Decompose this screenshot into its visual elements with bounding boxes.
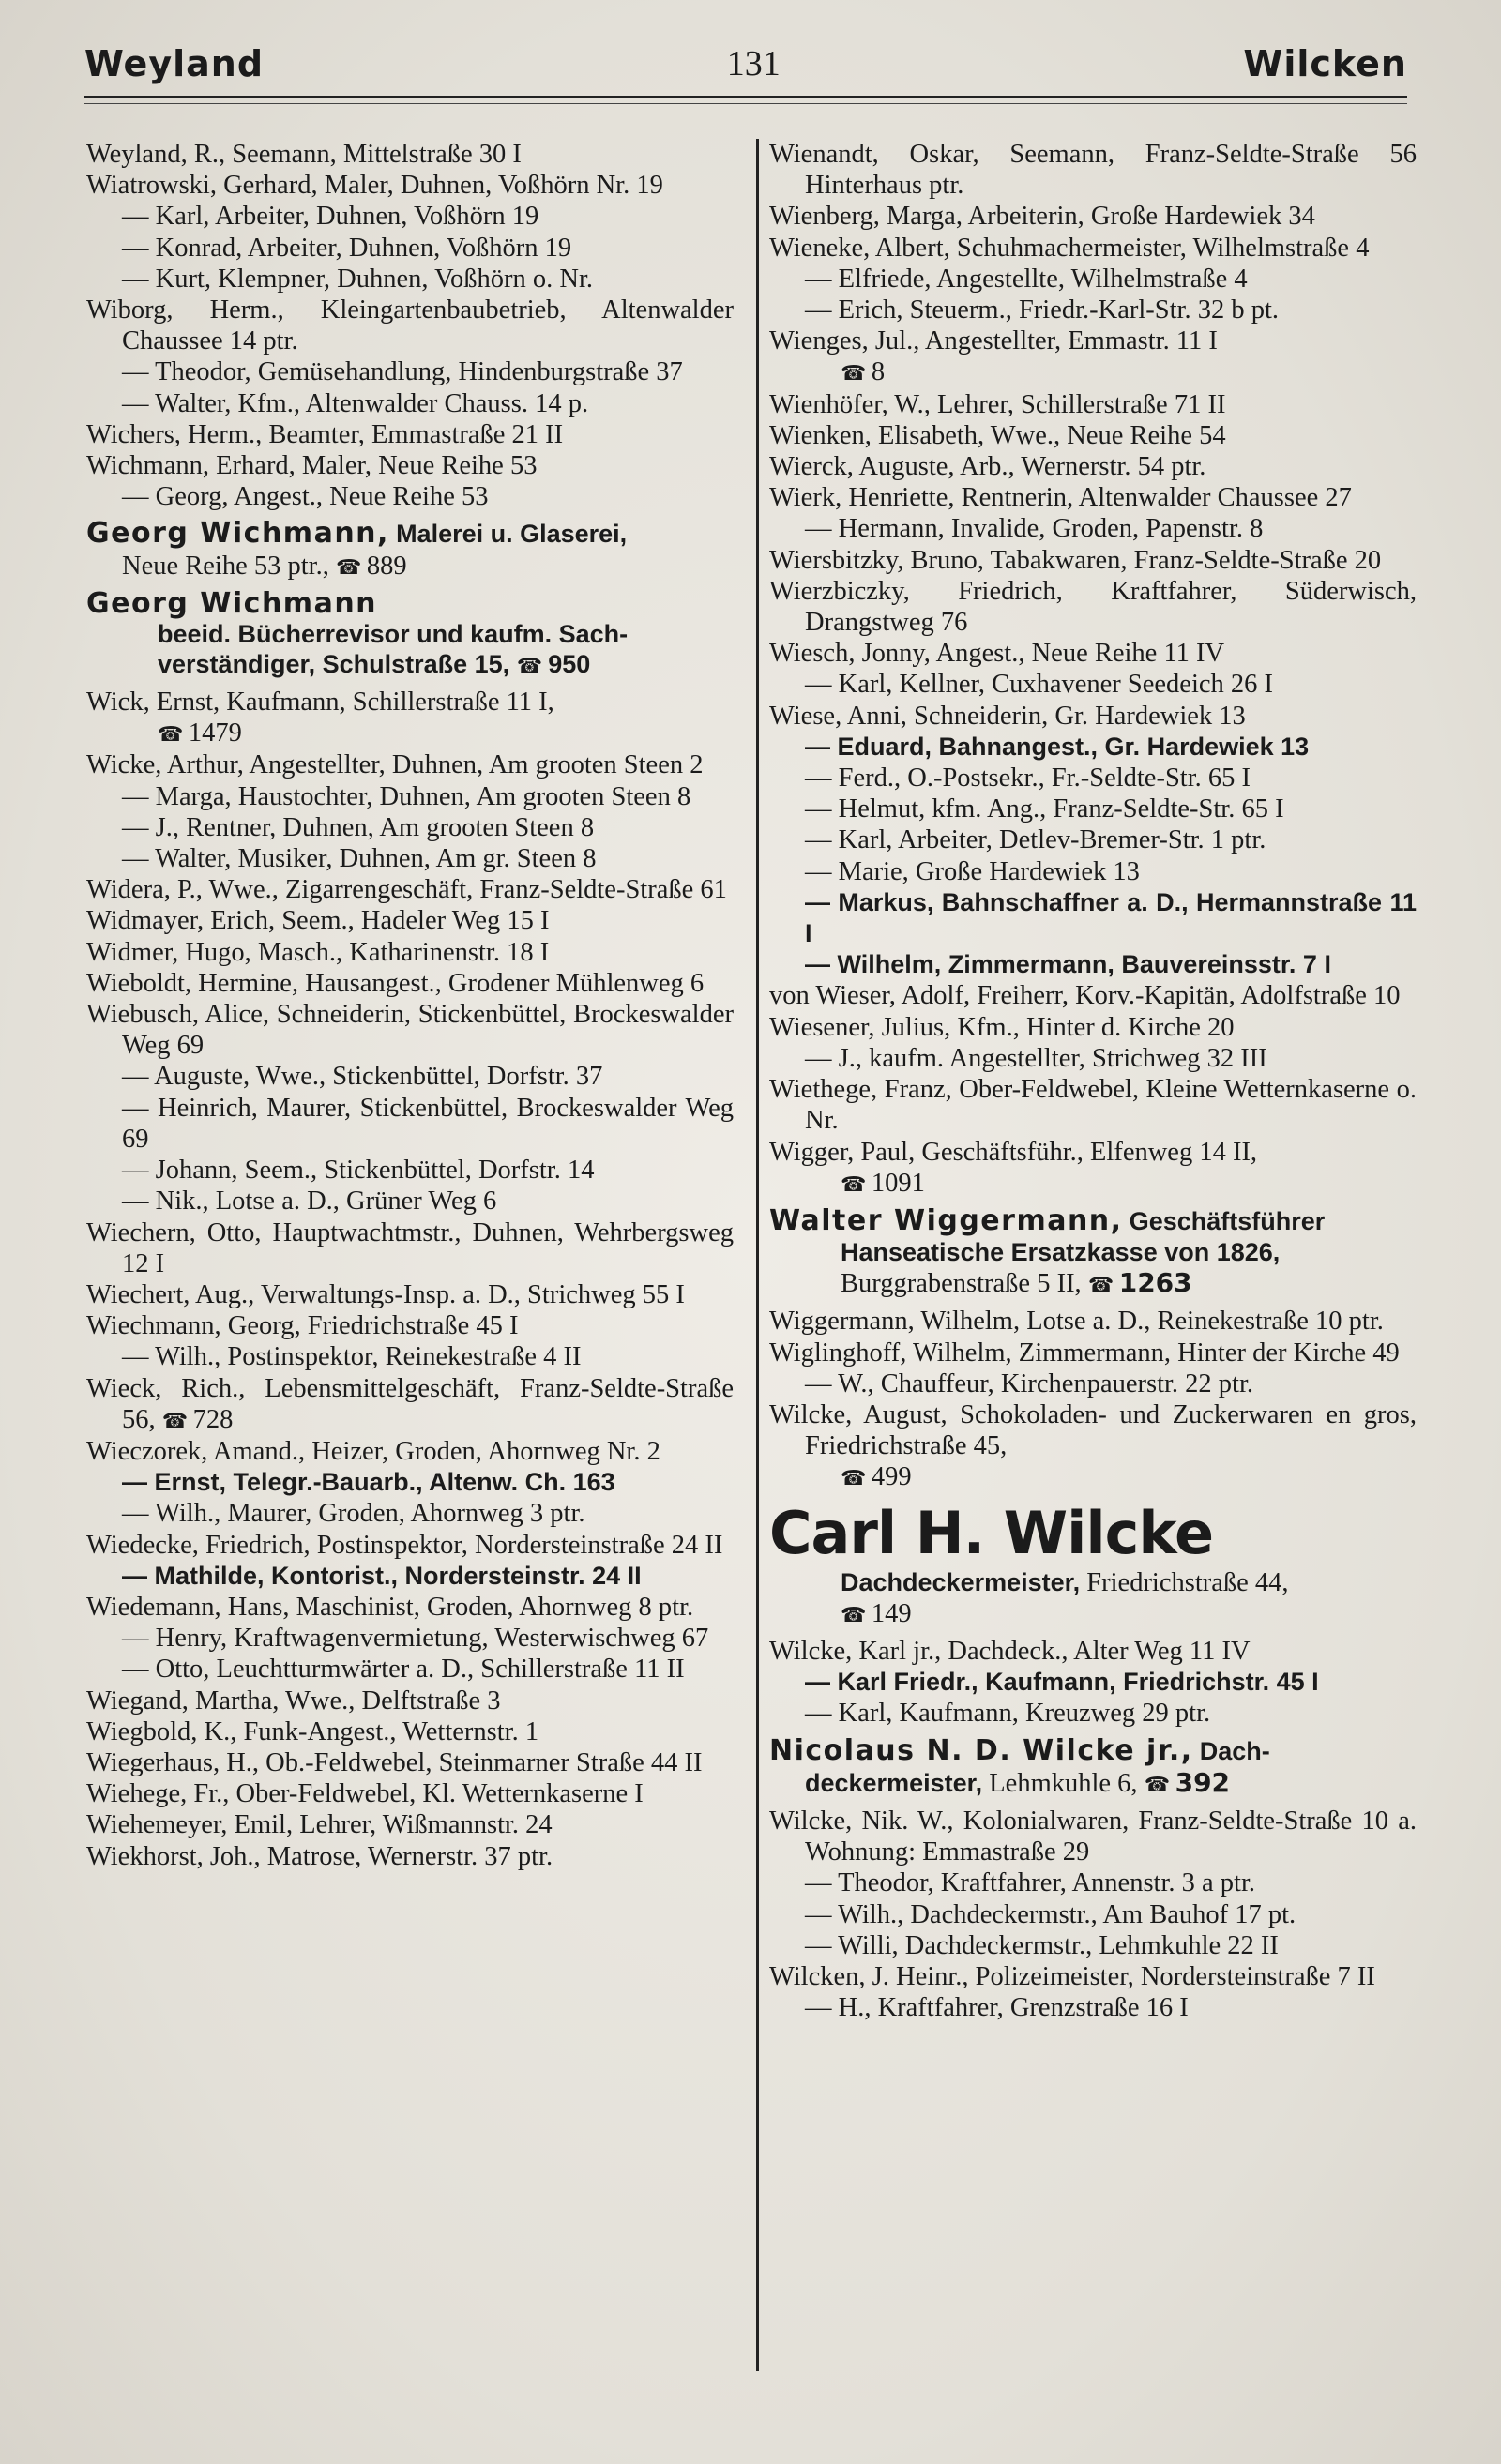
list-item: Wichers, Herm., Beamter, Emmastraße 21 II: [86, 419, 564, 449]
list-item: [86, 1373, 734, 1436]
list-item: — Henry, Kraftwagenvermietung, Westerwischweg 67: [86, 1623, 734, 1654]
phone-icon: [841, 1169, 872, 1198]
list-item: — Karl, Arbeiter, Detlev-Bremer-Str. 1 ptr.: [769, 824, 1417, 855]
phone-icon: [162, 1405, 193, 1434]
list-item: — Konrad, Arbeiter, Duhnen, Voßhörn 19: [86, 233, 734, 264]
list-item: — J., kaufm. Angestellter, Strichweg 32 III: [769, 1043, 1417, 1074]
list-item: — Wilh., Postinspektor, Reinekestraße 4 II: [86, 1341, 734, 1372]
list-item: — Ferd., O.-Postsekr., Fr.-Seldte-Str. 65 I: [769, 763, 1417, 794]
list-item: — Nik., Lotse a. D., Grüner Weg 6: [86, 1186, 734, 1217]
list-item: — Heinrich, Maurer, Stickenbüttel, Brockeswalder Weg 69: [86, 1093, 734, 1155]
header-rule-thin: [84, 103, 1407, 104]
list-item: — Karl, Arbeiter, Duhnen, Voßhörn 19: [86, 201, 734, 232]
ad-business-desc: Dach-: [1199, 1736, 1270, 1765]
list-item: von Wieser, Adolf, Freiherr, Korv.-Kapitän, Adolfstraße 10: [769, 981, 1401, 1011]
list-item: — Willi, Dachdeckermstr., Lehmkuhle 22 II: [769, 1930, 1417, 1961]
list-item: — Walter, Kfm., Altenwalder Chauss. 14 p.: [86, 388, 734, 419]
list-item: Wilcken, J. Heinr., Polizeimeister, Nordersteinstraße 7 II: [769, 1961, 1375, 1991]
header-first-entry: Weyland: [84, 43, 265, 84]
list-item-phone: 1479: [188, 718, 242, 748]
list-item: — H., Kraftfahrer, Grenzstraße 16 I: [769, 1992, 1417, 2023]
list-item: — Karl Friedr., Kaufmann, Friedrichstr. 45 I: [769, 1667, 1417, 1698]
advertisement-carl-wilcke: [769, 1500, 1417, 1630]
list-item-text: Wieck, Rich., Lebensmittelgeschäft, Franz-Seldte-Straße 56,: [86, 1373, 734, 1434]
list-item: Wiechern, Otto, Hauptwachtmstr., Duhnen, Wehrbergsweg 12 I: [86, 1217, 734, 1278]
ad-phone: 149: [871, 1598, 912, 1628]
ad-business-name: Georg Wichmann,: [86, 517, 389, 551]
list-item: Wieczorek, Amand., Heizer, Groden, Ahornweg Nr. 2: [86, 1436, 660, 1466]
list-item: Wieneke, Albert, Schuhmachermeister, Wilhelmstraße 4: [769, 233, 1370, 263]
ad-address: Neue Reihe 53 ptr.,: [122, 551, 329, 581]
header-rule: [84, 96, 1407, 98]
list-item: Wiatrowski, Gerhard, Maler, Duhnen, Voßhörn Nr. 19: [86, 171, 663, 201]
list-item: Wiehemeyer, Emil, Lehrer, Wißmannstr. 24: [86, 1810, 553, 1840]
list-item: Wilcke, August, Schokoladen- und Zuckerwaren en gros, Friedrichstraße 45,: [769, 1399, 1417, 1461]
phone-icon: [1088, 1269, 1119, 1298]
ad-business-name: Georg Wichmann: [86, 586, 378, 620]
list-item: — J., Rentner, Duhnen, Am grooten Steen 8: [86, 812, 734, 843]
phone-icon: [1145, 1769, 1175, 1798]
list-item: — Theodor, Kraftfahrer, Annenstr. 3 a ptr.: [769, 1867, 1417, 1898]
phone-icon: [336, 552, 367, 581]
ad-business-desc: Geschäftsführer: [1129, 1206, 1326, 1235]
ad-phone: 392: [1175, 1766, 1231, 1798]
column-divider: [756, 139, 759, 2371]
list-item: — Karl, Kellner, Cuxhavener Seedeich 26 I: [769, 669, 1417, 700]
list-item: Wilcke, Nik. W., Kolonialwaren, Franz-Seldte-Straße 10 a. Wohnung: Emmastraße 29: [769, 1806, 1417, 1867]
list-item: — Eduard, Bahnangest., Gr. Hardewiek 13: [769, 732, 1417, 763]
ad-business-name: Carl H. Wilcke: [769, 1498, 1214, 1567]
list-item: Wicke, Arthur, Angestellter, Duhnen, Am grooten Steen 2: [86, 750, 704, 780]
list-item: Wienberg, Marga, Arbeiterin, Große Hardewiek 34: [769, 202, 1315, 232]
list-item: Wiegand, Martha, Wwe., Delftstraße 3: [86, 1685, 501, 1716]
list-item: — Johann, Seem., Stickenbüttel, Dorfstr. 14: [86, 1155, 734, 1186]
phone-icon: [841, 1462, 872, 1491]
ad-phone: 1263: [1118, 1267, 1192, 1299]
list-item-phone: 728: [192, 1404, 234, 1434]
ad-business-desc-2: deckermeister,: [805, 1768, 983, 1797]
ad-address: Lehmkuhle 6,: [989, 1768, 1138, 1798]
list-item: — Theodor, Gemüsehandlung, Hindenburgstraße 37: [86, 356, 734, 387]
list-item: Wiesch, Jonny, Angest., Neue Reihe 11 IV: [769, 639, 1225, 669]
list-item: Wiesener, Julius, Kfm., Hinter d. Kirche 20: [769, 1012, 1235, 1042]
list-item: Wiedemann, Hans, Maschinist, Groden, Ahornweg 8 ptr.: [86, 1592, 694, 1622]
list-item: — Georg, Angest., Neue Reihe 53: [86, 481, 734, 512]
list-item: Wienandt, Oskar, Seemann, Franz-Seldte-Straße 56 Hinterhaus ptr.: [769, 140, 1417, 201]
list-item: Wilcke, Karl jr., Dachdeck., Alter Weg 11 IV: [769, 1636, 1251, 1666]
list-item: Wiegbold, K., Funk-Angest., Wetternstr. 1: [86, 1716, 539, 1746]
ad-business-desc: beeid. Bücherrevisor und kaufm. Sach-: [158, 620, 629, 649]
list-item: — Kurt, Klempner, Duhnen, Voßhörn o. Nr.: [86, 264, 734, 295]
list-item: Wigger, Paul, Geschäftsführ., Elfenweg 14 II,: [769, 1137, 1258, 1167]
list-item: Wiekhorst, Joh., Matrose, Wernerstr. 37 ptr.: [86, 1841, 553, 1871]
ad-business-name: Nicolaus N. D. Wilcke jr.,: [769, 1733, 1193, 1767]
list-item: Wierck, Auguste, Arb., Wernerstr. 54 ptr.: [769, 452, 1206, 482]
phone-icon: [841, 357, 872, 386]
left-column: [86, 139, 734, 1872]
list-item: — Karl, Kaufmann, Kreuzweg 29 ptr.: [769, 1698, 1417, 1729]
list-item: Wiechert, Aug., Verwaltungs-Insp. a. D., Strichweg 55 I: [86, 1279, 685, 1309]
list-item: — Marga, Haustochter, Duhnen, Am grooten Steen 8: [86, 781, 734, 812]
list-item: Widera, P., Wwe., Zigarrengeschäft, Franz-Seldte-Straße 61: [86, 875, 727, 905]
ad-business-name: Walter Wiggermann,: [769, 1203, 1123, 1237]
list-item: — Otto, Leuchtturmwärter a. D., Schillerstraße 11 II: [86, 1654, 734, 1685]
list-item: — Walter, Musiker, Duhnen, Am gr. Steen 8: [86, 843, 734, 874]
ad-address: Burggrabenstraße 5 II,: [841, 1269, 1082, 1299]
ad-business-desc: Malerei u. Glaserei,: [396, 520, 628, 549]
list-item: — Marie, Große Hardewiek 13: [769, 856, 1417, 887]
list-item: Wiebusch, Alice, Schneiderin, Stickenbüttel, Brockeswalder Weg 69: [86, 1000, 734, 1061]
list-item: — Markus, Bahnschaffner a. D., Hermannstraße 11 I: [769, 887, 1417, 949]
page-number: 131: [726, 44, 781, 83]
advertisement-wiggermann: [769, 1205, 1417, 1300]
list-item: Wichmann, Erhard, Maler, Neue Reihe 53: [86, 451, 538, 481]
advertisement-wichmann-malerei: [86, 518, 734, 582]
list-item: Wiese, Anni, Schneiderin, Gr. Hardewiek 13: [769, 701, 1246, 731]
list-item: — Wilh., Dachdeckermstr., Am Bauhof 17 pt.: [769, 1899, 1417, 1930]
list-item: Widmayer, Erich, Seem., Hadeler Weg 15 I: [86, 906, 550, 936]
advertisement-wichmann-revisor: [86, 588, 734, 681]
list-item: Wiechmann, Georg, Friedrichstraße 45 I: [86, 1311, 519, 1341]
list-item: Wierzbiczky, Friedrich, Kraftfahrer, Süderwisch, Drangstweg 76: [769, 576, 1417, 638]
list-item: — Wilhelm, Zimmermann, Bauvereinsstr. 7 I: [769, 949, 1417, 980]
list-item: — Elfriede, Angestellte, Wilhelmstraße 4: [769, 264, 1417, 295]
header-last-entry: Wilcken: [1243, 43, 1407, 84]
phone-icon: [841, 1599, 872, 1628]
list-item: Wiehege, Fr., Ober-Feldwebel, Kl. Wetternkaserne I: [86, 1779, 644, 1809]
list-item: Wienges, Jul., Angestellter, Emmastr. 11 I: [769, 326, 1218, 356]
list-item: Wiethege, Franz, Ober-Feldwebel, Kleine Wetternkaserne o. Nr.: [769, 1075, 1417, 1136]
list-item-phone: 8: [871, 357, 886, 387]
list-item: — Ernst, Telegr.-Bauarb., Altenw. Ch. 163: [86, 1467, 734, 1498]
list-item: Wick, Ernst, Kaufmann, Schillerstraße 11 I,: [86, 688, 554, 718]
ad-phone: 889: [366, 551, 407, 581]
list-item: Wiegerhaus, H., Ob.-Feldwebel, Steinmarner Straße 44 II: [86, 1747, 703, 1777]
list-item: Wiedecke, Friedrich, Postinspektor, Nordersteinstraße 24 II: [86, 1530, 723, 1560]
list-item: Wiglinghoff, Wilhelm, Zimmermann, Hinter der Kirche 49: [769, 1338, 1400, 1368]
list-item: Wienhöfer, W., Lehrer, Schillerstraße 71 II: [769, 389, 1226, 419]
list-item: — Auguste, Wwe., Stickenbüttel, Dorfstr. 37: [86, 1061, 734, 1092]
list-item: — Wilh., Maurer, Groden, Ahornweg 3 ptr.: [86, 1498, 734, 1529]
list-item-phone: 1091: [871, 1168, 925, 1198]
list-item: Wieboldt, Hermine, Hausangest., Grodener Mühlenweg 6: [86, 968, 705, 998]
phone-icon: [158, 718, 189, 748]
advertisement-nicolaus-wilcke: [769, 1735, 1417, 1800]
list-item-phone: 499: [871, 1462, 912, 1492]
ad-business-desc-2: Hanseatische Ersatzkasse von 1826,: [841, 1238, 1281, 1267]
list-item: — Mathilde, Kontorist., Nordersteinstr. 24 II: [86, 1561, 734, 1592]
list-item: Wiggermann, Wilhelm, Lotse a. D., Reinekestraße 10 ptr.: [769, 1307, 1384, 1337]
list-item: Wiersbitzky, Bruno, Tabakwaren, Franz-Seldte-Straße 20: [769, 545, 1382, 575]
ad-address: Friedrichstraße 44,: [1086, 1567, 1289, 1597]
right-column: [769, 139, 1417, 2023]
list-item: — Erich, Steuerm., Friedr.-Karl-Str. 32 b pt.: [769, 295, 1417, 325]
ad-business-desc: Dachdeckermeister,: [841, 1567, 1081, 1596]
phone-icon: [517, 650, 549, 678]
list-item: Weyland, R., Seemann, Mittelstraße 30 I: [86, 140, 522, 169]
list-item: Wierk, Henriette, Rentnerin, Altenwalder Chaussee 27: [769, 483, 1352, 513]
ad-address: verständiger, Schulstraße 15,: [158, 650, 510, 679]
list-item: Wiborg, Herm., Kleingartenbaubetrieb, Altenwalder Chaussee 14 ptr.: [86, 295, 734, 356]
list-item: — W., Chauffeur, Kirchenpauerstr. 22 ptr.: [769, 1368, 1417, 1399]
list-item: Widmer, Hugo, Masch., Katharinenstr. 18 I: [86, 937, 550, 967]
list-item: — Hermann, Invalide, Groden, Papenstr. 8: [769, 513, 1417, 544]
list-item: — Helmut, kfm. Ang., Franz-Seldte-Str. 65 I: [769, 794, 1417, 824]
page-header: [84, 38, 1407, 90]
ad-phone: 950: [548, 650, 591, 679]
list-item: Wienken, Elisabeth, Wwe., Neue Reihe 54: [769, 420, 1226, 450]
